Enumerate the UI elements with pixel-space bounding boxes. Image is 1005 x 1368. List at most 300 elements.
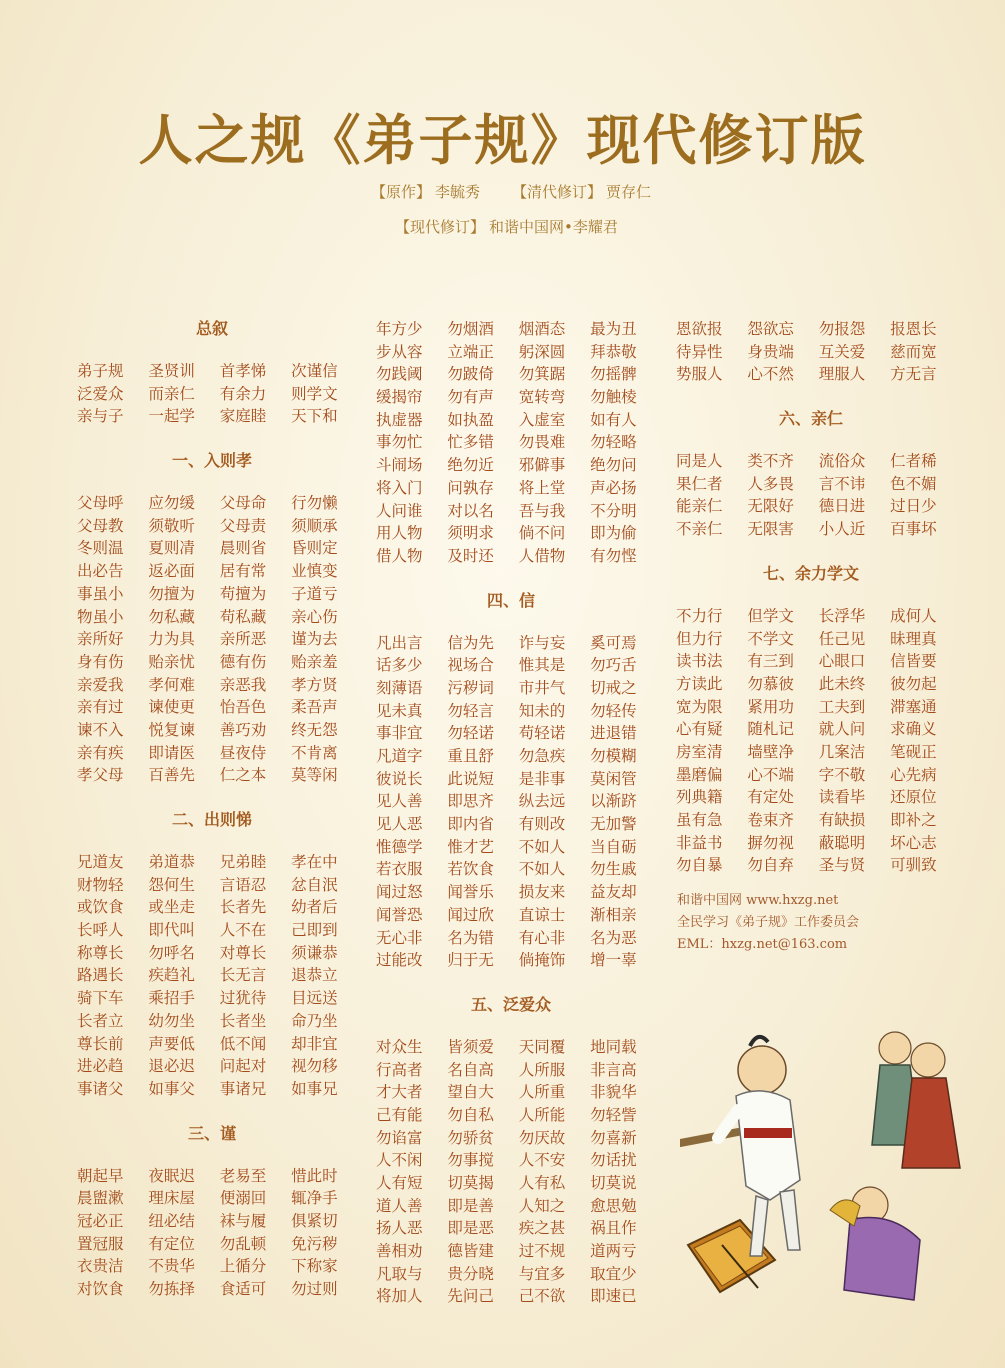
verse-phrase: 闻誉乐 <box>447 883 494 902</box>
verse-phrase: 步从容 <box>376 342 423 361</box>
verse-phrase: 而亲仁 <box>148 384 195 403</box>
verse-phrase: 人所服 <box>518 1060 566 1079</box>
verse-phrase: 食适可 <box>219 1280 267 1298</box>
verse-phrase: 家庭睦 <box>219 407 267 426</box>
verse-row <box>376 632 646 655</box>
verse-row <box>676 318 946 341</box>
verse-phrase: 言语忍 <box>219 875 267 894</box>
verse-phrase: 物虽小 <box>77 607 124 626</box>
verse-row <box>376 1059 646 1082</box>
verse-phrase: 宽为限 <box>676 697 723 716</box>
verse-phrase: 不如人 <box>518 837 566 856</box>
verse-phrase: 心不端 <box>747 765 794 784</box>
verse-phrase: 笔砚正 <box>890 742 937 761</box>
verse-phrase: 慈而宽 <box>890 342 937 361</box>
verse-phrase: 渐相亲 <box>590 905 637 924</box>
verse-phrase: 行勿懒 <box>291 494 338 513</box>
verse-phrase: 业慎变 <box>291 562 338 581</box>
verse-phrase: 身贵端 <box>747 342 794 361</box>
verse-phrase: 有则改 <box>518 815 566 834</box>
verse-phrase: 墨磨偏 <box>676 765 723 784</box>
boy-standing-image <box>718 1037 800 1256</box>
verse-phrase: 俱紧切 <box>291 1211 338 1230</box>
verse-row <box>376 431 646 454</box>
verse-phrase: 晨则省 <box>219 539 267 558</box>
verse-phrase: 年方少 <box>376 320 423 338</box>
verse-row <box>77 560 347 583</box>
verse-phrase: 过不规 <box>518 1242 566 1261</box>
verse-row <box>77 851 347 874</box>
verse-phrase: 即补之 <box>890 811 937 829</box>
verse-row <box>77 405 347 428</box>
verse-phrase: 天同覆 <box>518 1037 566 1056</box>
section-heading: 五、泛爱众 <box>470 994 551 1014</box>
verse-row <box>77 1278 347 1301</box>
verse-row <box>77 1078 347 1101</box>
verse-phrase: 类不齐 <box>747 452 794 471</box>
verse-row <box>376 768 646 791</box>
verse-phrase: 进必趋 <box>77 1057 124 1076</box>
verse-phrase: 增一辜 <box>590 951 637 970</box>
verse-phrase: 人有私 <box>518 1174 566 1192</box>
verse-phrase: 非言高 <box>590 1060 637 1079</box>
verse-phrase: 缓揭帘 <box>376 388 423 407</box>
verse-phrase: 却非宜 <box>291 1034 338 1053</box>
verse-phrase: 信为先 <box>447 633 494 652</box>
verse-phrase: 不亲仁 <box>676 520 723 539</box>
verse-phrase: 或饮食 <box>77 898 124 917</box>
verse-row <box>676 696 946 719</box>
verse-phrase: 弟道恭 <box>148 853 195 871</box>
verse-phrase: 己即到 <box>291 921 338 940</box>
verse-phrase: 勿骄贫 <box>447 1128 494 1147</box>
verse-phrase: 勿报怨 <box>818 320 866 338</box>
verse-phrase: 随札记 <box>747 720 794 739</box>
verse-phrase: 冠必正 <box>77 1211 124 1230</box>
verse-phrase: 则学文 <box>291 384 338 403</box>
verse-phrase: 须谦恭 <box>291 943 338 962</box>
credit-qing-name: 贾存仁 <box>606 183 652 201</box>
verse-phrase: 辄净手 <box>291 1189 338 1208</box>
verse-phrase: 勿喜新 <box>590 1128 637 1147</box>
verse-phrase: 待异性 <box>676 342 723 361</box>
verse-phrase: 凡道字 <box>376 747 423 765</box>
verse-phrase: 衣贵洁 <box>77 1257 124 1276</box>
verse-phrase: 人问谁 <box>376 501 423 520</box>
credit-modern-name: 和谐中国网•李耀君 <box>489 218 618 236</box>
text-column-1 <box>77 318 347 1301</box>
page-title: 人之规《弟子规》现代修订版 <box>138 108 867 172</box>
verse-phrase: 勿轻言 <box>447 701 494 720</box>
verse-phrase: 卷束齐 <box>747 811 794 829</box>
verse-phrase: 事诸父 <box>77 1079 124 1098</box>
verse-row <box>376 813 646 836</box>
verse-phrase: 袜与履 <box>219 1211 267 1230</box>
verse-phrase: 勿拣择 <box>148 1280 195 1298</box>
verse-row <box>676 628 946 651</box>
verse-row <box>77 674 347 697</box>
verse-phrase: 不学文 <box>747 629 794 648</box>
verse-row <box>376 700 646 723</box>
verse-phrase: 老易至 <box>219 1166 267 1185</box>
verse-phrase: 父母责 <box>219 516 267 535</box>
verse-phrase: 诈与妄 <box>518 633 566 652</box>
verse-phrase: 成何人 <box>890 606 937 625</box>
verse-phrase: 进退错 <box>590 724 637 743</box>
verse-phrase: 地同载 <box>590 1037 637 1056</box>
verse-row <box>376 745 646 768</box>
verse-phrase: 勿轻诺 <box>447 724 494 743</box>
verse-phrase: 首孝悌 <box>219 362 267 380</box>
verse-phrase: 彼说长 <box>376 769 423 788</box>
verse-row <box>376 949 646 972</box>
verse-phrase: 惟才艺 <box>447 837 494 856</box>
verse-phrase: 能亲仁 <box>676 497 723 516</box>
verse-phrase: 求确义 <box>890 720 937 739</box>
credit-modern <box>395 216 618 237</box>
verse-phrase: 彼勿起 <box>890 674 937 693</box>
verse-phrase: 苟轻诺 <box>518 724 566 743</box>
verse-phrase: 贻亲羞 <box>291 652 338 671</box>
verse-phrase: 即代叫 <box>148 921 195 940</box>
verse-phrase: 仁者稀 <box>890 452 937 471</box>
verse-phrase: 冬则温 <box>77 539 124 558</box>
verse-phrase: 昼夜侍 <box>219 743 267 762</box>
section-heading: 六、亲仁 <box>778 409 843 429</box>
verse-phrase: 长者立 <box>77 1011 124 1030</box>
verse-row <box>676 809 946 832</box>
verse-phrase: 凡取与 <box>376 1264 423 1283</box>
verse-phrase: 亲爱我 <box>77 675 124 694</box>
verse-row <box>376 1081 646 1104</box>
verse-row <box>77 537 347 560</box>
verse-phrase: 纽必结 <box>148 1211 195 1230</box>
verse-phrase: 有余力 <box>219 384 267 403</box>
verse-phrase: 还原位 <box>890 788 937 807</box>
verse-phrase: 勿践阈 <box>376 365 423 384</box>
verse-phrase: 斗闹场 <box>376 456 423 475</box>
verse-phrase: 善相劝 <box>376 1242 423 1261</box>
verse-phrase: 德有伤 <box>219 652 267 671</box>
verse-phrase: 孝方贤 <box>291 675 338 694</box>
verse-row <box>77 1187 347 1210</box>
verse-row <box>77 942 347 965</box>
section-heading: 总叙 <box>195 319 228 338</box>
verse-phrase: 行高者 <box>376 1060 423 1079</box>
verse-phrase: 惟德学 <box>376 837 423 856</box>
verse-phrase: 互关爱 <box>818 342 866 361</box>
verse-phrase: 谏使更 <box>148 698 195 717</box>
verse-row <box>376 454 646 477</box>
verse-phrase: 忙多错 <box>447 433 494 452</box>
verse-phrase: 任己见 <box>818 629 866 648</box>
verse-phrase: 低不闻 <box>219 1034 267 1053</box>
verse-phrase: 有定位 <box>148 1234 195 1253</box>
verse-phrase: 对饮食 <box>77 1280 124 1298</box>
verse-phrase: 幼勿坐 <box>148 1011 195 1030</box>
verse-row <box>376 522 646 545</box>
verse-row <box>376 1285 646 1308</box>
verse-phrase: 若衣服 <box>376 860 423 879</box>
verse-phrase: 读看毕 <box>818 788 866 807</box>
verse-phrase: 同是人 <box>676 452 723 471</box>
verse-row <box>676 450 946 473</box>
verse-phrase: 绝勿近 <box>447 456 494 475</box>
verse-row <box>77 383 347 406</box>
verse-phrase: 刻薄语 <box>376 678 423 697</box>
verse-phrase: 兄道友 <box>77 853 124 871</box>
verse-row <box>676 854 946 877</box>
verse-phrase: 无心非 <box>376 928 423 947</box>
verse-phrase: 此未终 <box>818 674 866 693</box>
verse-phrase: 蔽聪明 <box>818 833 866 852</box>
verse-phrase: 吾与我 <box>518 501 566 520</box>
credit-original-name: 李毓秀 <box>435 183 481 201</box>
verse-phrase: 名为错 <box>447 928 494 947</box>
verse-phrase: 倘掩饰 <box>518 951 566 970</box>
verse-phrase: 恩欲报 <box>676 320 723 338</box>
verse-phrase: 闻过怒 <box>376 883 423 902</box>
verse-row <box>77 492 347 515</box>
verse-phrase: 命乃坐 <box>291 1011 338 1030</box>
verse-phrase: 幼者后 <box>291 898 338 917</box>
verse-phrase: 色不媚 <box>890 474 937 493</box>
verse-phrase: 勿轻传 <box>590 701 637 720</box>
verse-phrase: 邪僻事 <box>518 456 566 475</box>
verse-phrase: 勿擅为 <box>148 584 195 603</box>
verse-phrase: 心有疑 <box>676 720 723 739</box>
verse-phrase: 兄弟睦 <box>219 853 267 871</box>
verse-row <box>376 836 646 859</box>
verse-phrase: 身有伤 <box>77 652 124 671</box>
verse-row <box>77 1010 347 1033</box>
verse-phrase: 无限害 <box>747 520 794 539</box>
verse-row <box>376 790 646 813</box>
verse-phrase: 勿呼名 <box>148 943 195 962</box>
verse-phrase: 烟酒态 <box>518 320 566 338</box>
verse-phrase: 长呼人 <box>77 921 124 940</box>
verse-phrase: 勿畏难 <box>518 433 566 452</box>
verse-row <box>676 741 946 764</box>
verse-phrase: 泛爱众 <box>77 384 124 403</box>
verse-row <box>77 360 347 383</box>
verse-phrase: 言不讳 <box>818 474 866 493</box>
verse-row <box>77 583 347 606</box>
verse-phrase: 勿轻訾 <box>590 1105 637 1124</box>
verse-phrase: 悦复谏 <box>148 720 195 739</box>
credit-qing-label: 【清代修订】 <box>512 183 603 201</box>
verse-phrase: 损友来 <box>518 883 566 902</box>
verse-phrase: 须顺承 <box>291 516 338 535</box>
verse-phrase: 话多少 <box>376 656 423 675</box>
verse-phrase: 声要低 <box>148 1034 195 1053</box>
verse-phrase: 方无言 <box>890 365 937 384</box>
verse-phrase: 事虽小 <box>77 584 124 603</box>
verse-phrase: 孝父母 <box>77 766 124 785</box>
verse-phrase: 可驯致 <box>890 856 937 875</box>
verse-phrase: 下称家 <box>291 1257 338 1276</box>
verse-phrase: 才大者 <box>376 1083 423 1102</box>
verse-phrase: 勿触棱 <box>590 388 637 407</box>
verse-phrase: 即速已 <box>590 1287 637 1306</box>
verse-phrase: 见人恶 <box>376 815 423 834</box>
verse-phrase: 果仁者 <box>676 474 723 493</box>
verse-phrase: 躬深圆 <box>518 342 566 361</box>
verse-phrase: 惜此时 <box>291 1166 338 1185</box>
verse-phrase: 归于无 <box>447 951 494 970</box>
verse-row <box>376 927 646 950</box>
verse-phrase: 入虚室 <box>518 410 566 429</box>
verse-phrase: 亲所好 <box>77 630 124 649</box>
verse-phrase: 闻过欣 <box>447 905 494 924</box>
verse-row <box>77 1233 347 1256</box>
verse-phrase: 但学文 <box>747 606 794 625</box>
verse-phrase: 以渐跻 <box>590 792 637 811</box>
verse-phrase: 当自砺 <box>590 837 637 856</box>
verse-phrase: 人不在 <box>219 921 267 940</box>
verse-phrase: 就人问 <box>818 720 866 739</box>
verse-phrase: 将上堂 <box>518 478 566 497</box>
verse-phrase: 人不闲 <box>376 1151 423 1170</box>
verse-phrase: 人多畏 <box>747 474 794 493</box>
verse-phrase: 人有短 <box>376 1174 423 1192</box>
footer-site: 和谐中国网 www.hxzg.net <box>677 893 839 908</box>
verse-phrase: 人借物 <box>518 546 566 565</box>
verse-row <box>376 722 646 745</box>
verse-phrase: 免污秽 <box>291 1234 338 1253</box>
verse-phrase: 小人近 <box>818 520 866 539</box>
verse-row <box>77 1165 347 1188</box>
verse-phrase: 贵分晓 <box>447 1264 494 1283</box>
verse-phrase: 无加警 <box>590 815 637 834</box>
verse-phrase: 怨何生 <box>148 875 195 894</box>
verse-phrase: 父母命 <box>219 494 267 513</box>
verse-phrase: 视勿移 <box>291 1057 338 1076</box>
verse-phrase: 孝何难 <box>148 675 195 694</box>
verse-phrase: 勿箕踞 <box>518 365 566 384</box>
verse-phrase: 勿慕彼 <box>747 674 794 693</box>
verse-row <box>376 545 646 568</box>
verse-phrase: 不如人 <box>518 860 566 879</box>
verse-phrase: 亲有疾 <box>77 743 124 762</box>
verse-phrase: 贻亲忧 <box>148 652 195 671</box>
verse-phrase: 勿巧舌 <box>590 656 637 675</box>
verse-phrase: 愈思勉 <box>590 1196 637 1215</box>
verse-phrase: 勿跛倚 <box>447 365 494 384</box>
verse-phrase: 如有人 <box>590 410 637 429</box>
verse-phrase: 称尊长 <box>77 943 124 962</box>
credit-original-label: 【原作】 <box>371 183 432 201</box>
verse-phrase: 有定处 <box>747 788 794 807</box>
verse-phrase: 皆须爱 <box>447 1037 494 1056</box>
verse-phrase: 出必告 <box>77 562 124 581</box>
verse-phrase: 将入门 <box>376 478 423 497</box>
verse-phrase: 昏则定 <box>291 539 338 558</box>
verse-phrase: 便溺回 <box>219 1189 267 1208</box>
verse-phrase: 有勿悭 <box>590 546 637 565</box>
verse-row <box>77 896 347 919</box>
verse-phrase: 勿私藏 <box>148 607 195 626</box>
verse-row <box>376 1149 646 1172</box>
verse-phrase: 绝勿问 <box>590 456 637 475</box>
verse-phrase: 勿自私 <box>447 1105 494 1124</box>
verse-phrase: 忿自泯 <box>291 875 338 894</box>
verse-phrase: 弟子规 <box>77 362 124 380</box>
verse-phrase: 己有能 <box>376 1105 423 1124</box>
verse-phrase: 理床屋 <box>148 1189 195 1208</box>
verse-phrase: 谨为去 <box>291 630 338 649</box>
verse-row <box>676 518 946 541</box>
verse-row <box>676 832 946 855</box>
verse-phrase: 执虚器 <box>376 410 423 429</box>
verse-phrase: 与宜多 <box>518 1264 566 1283</box>
verse-phrase: 长者坐 <box>219 1011 267 1030</box>
verse-phrase: 如执盈 <box>447 410 494 429</box>
verse-row <box>77 1055 347 1078</box>
verse-phrase: 问起对 <box>219 1057 267 1076</box>
verse-row <box>376 1172 646 1195</box>
verse-phrase: 切莫说 <box>590 1174 637 1192</box>
verse-phrase: 退必迟 <box>148 1057 195 1076</box>
verse-row <box>376 386 646 409</box>
verse-phrase: 道人善 <box>376 1196 423 1215</box>
verse-phrase: 德皆建 <box>447 1242 494 1261</box>
verse-phrase: 柔吾声 <box>291 698 338 717</box>
verse-phrase: 对尊长 <box>219 943 267 962</box>
verse-row <box>376 1036 646 1059</box>
verse-phrase: 如事兄 <box>291 1079 338 1098</box>
verse-phrase: 父母呼 <box>77 494 124 513</box>
verse-row <box>676 341 946 364</box>
verse-phrase: 勿自暴 <box>676 856 723 875</box>
footer-contact <box>677 890 859 956</box>
verse-phrase: 列典籍 <box>676 788 723 807</box>
verse-phrase: 滞塞通 <box>890 697 937 716</box>
verse-phrase: 名为恶 <box>590 928 637 947</box>
footer-email: EML：hxzg.net@163.com <box>677 937 848 952</box>
verse-phrase: 字不敬 <box>818 765 866 784</box>
verse-row <box>77 764 347 787</box>
verse-phrase: 返必面 <box>148 562 195 581</box>
verse-phrase: 人所能 <box>518 1105 566 1124</box>
verse-phrase: 直谅士 <box>518 905 566 924</box>
verse-row <box>376 677 646 700</box>
verse-phrase: 如事父 <box>148 1079 195 1098</box>
verse-phrase: 亲心伤 <box>291 607 338 626</box>
verse-phrase: 百事坏 <box>890 520 937 539</box>
verse-row <box>376 341 646 364</box>
verse-row <box>676 495 946 518</box>
verse-phrase: 亲与子 <box>77 407 124 426</box>
verse-phrase: 方读此 <box>676 674 723 693</box>
verse-phrase: 亲恶我 <box>219 675 267 694</box>
credit-modern-label: 【现代修订】 <box>395 218 486 236</box>
verse-row <box>376 409 646 432</box>
verse-phrase: 圣贤训 <box>148 362 195 380</box>
verse-phrase: 望自大 <box>447 1083 494 1102</box>
verse-phrase: 次谨信 <box>291 362 338 380</box>
verse-phrase: 奚可焉 <box>590 633 637 652</box>
verse-phrase: 怡吾色 <box>219 698 267 717</box>
verse-phrase: 是非事 <box>518 769 566 788</box>
verse-phrase: 应勿缓 <box>148 494 195 513</box>
verse-phrase: 莫等闲 <box>291 766 338 785</box>
verse-phrase: 人不安 <box>518 1151 566 1170</box>
verse-phrase: 尊长前 <box>77 1034 124 1053</box>
verse-phrase: 祸且作 <box>590 1219 637 1238</box>
verse-phrase: 见人善 <box>376 792 423 811</box>
verse-phrase: 切戒之 <box>590 678 637 697</box>
